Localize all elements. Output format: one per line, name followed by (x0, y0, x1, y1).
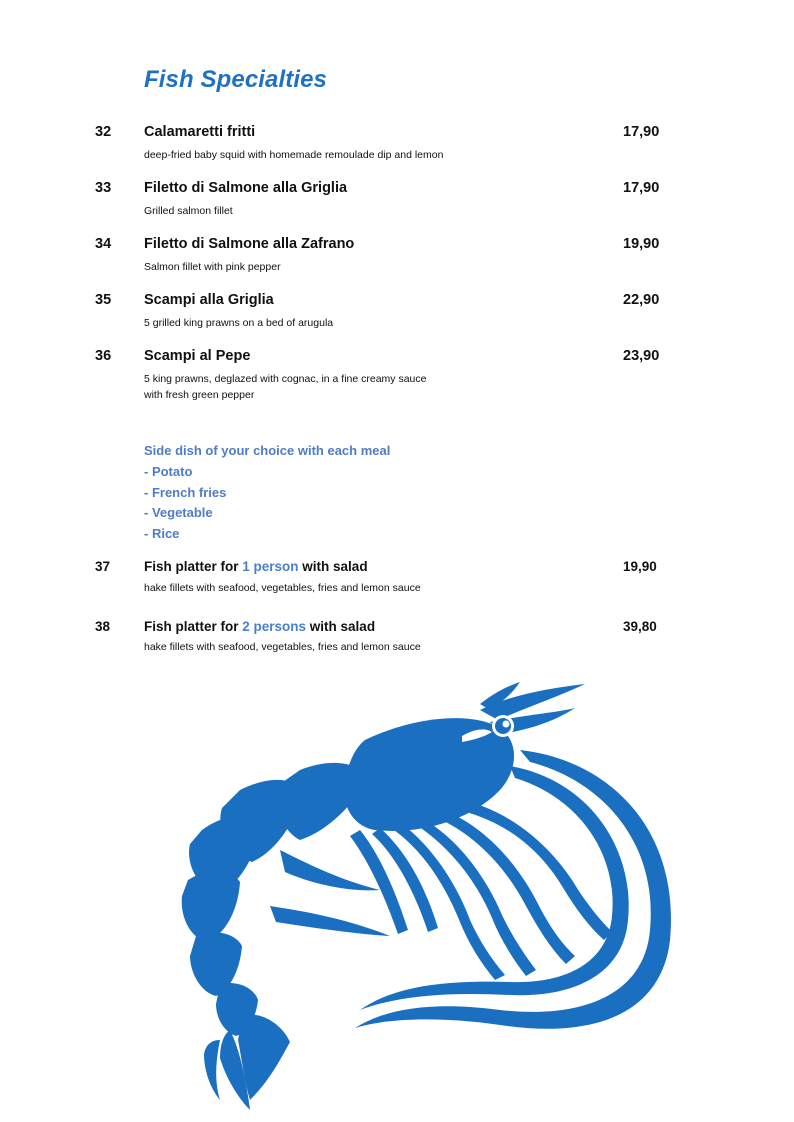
item-name: Calamaretti fritti (144, 124, 256, 140)
item-name: Filetto di Salmone alla Griglia (144, 180, 348, 196)
item-description: Grilled salmon fillet (144, 205, 233, 217)
item-price: 23,90 (623, 348, 660, 364)
item-name-pre: Fish platter for (144, 559, 243, 574)
item-number: 33 (95, 180, 112, 196)
item-name (144, 559, 368, 574)
item-description: deep-fried baby squid with homemade remoulade dip and lemon (144, 149, 444, 161)
item-price: 22,90 (623, 292, 660, 308)
item-price: 17,90 (623, 180, 660, 196)
item-description: Salmon fillet with pink pepper (144, 261, 281, 273)
side-dish-option: - Potato (144, 463, 193, 479)
item-name: Scampi alla Griglia (144, 292, 274, 308)
item-name-post: with salad (298, 559, 368, 574)
item-number: 35 (95, 292, 112, 308)
side-dish-option: - Rice (144, 526, 180, 542)
side-dish-block (144, 441, 390, 545)
side-dish-option: - Vegetable (144, 505, 213, 521)
item-name: Scampi al Pepe (144, 348, 251, 364)
item-number: 32 (95, 124, 112, 140)
side-dish-option: - French fries (144, 484, 227, 500)
item-price: 19,90 (623, 559, 657, 574)
item-name-post: with salad (306, 619, 376, 634)
item-name-pre: Fish platter for (144, 619, 243, 634)
item-description: hake fillets with seafood, vegetables, fries and lemon sauce (144, 582, 421, 594)
item-number: 38 (95, 619, 111, 634)
item-price: 19,90 (623, 236, 660, 252)
item-price: 39,80 (623, 619, 657, 634)
item-number: 37 (95, 559, 111, 574)
item-description: 5 grilled king prawns on a bed of arugula (144, 317, 334, 329)
item-description-line2: with fresh green pepper (144, 389, 255, 401)
item-description: 5 king prawns, deglazed with cognac, in a fine creamy sauce (144, 373, 427, 385)
item-name-highlight: 1 person (242, 559, 299, 574)
item-name-highlight: 2 persons (242, 619, 307, 634)
item-number: 36 (95, 348, 112, 364)
item-number: 34 (95, 236, 112, 252)
item-name (144, 619, 375, 634)
item-name: Filetto di Salmone alla Zafrano (144, 236, 355, 252)
item-description: hake fillets with seafood, vegetables, fries and lemon sauce (144, 641, 421, 653)
item-price: 17,90 (623, 124, 660, 140)
side-dish-heading: Side dish of your choice with each meal (144, 443, 391, 458)
page-title: Fish Specialties (144, 66, 328, 93)
shrimp-illustration (180, 680, 680, 1122)
